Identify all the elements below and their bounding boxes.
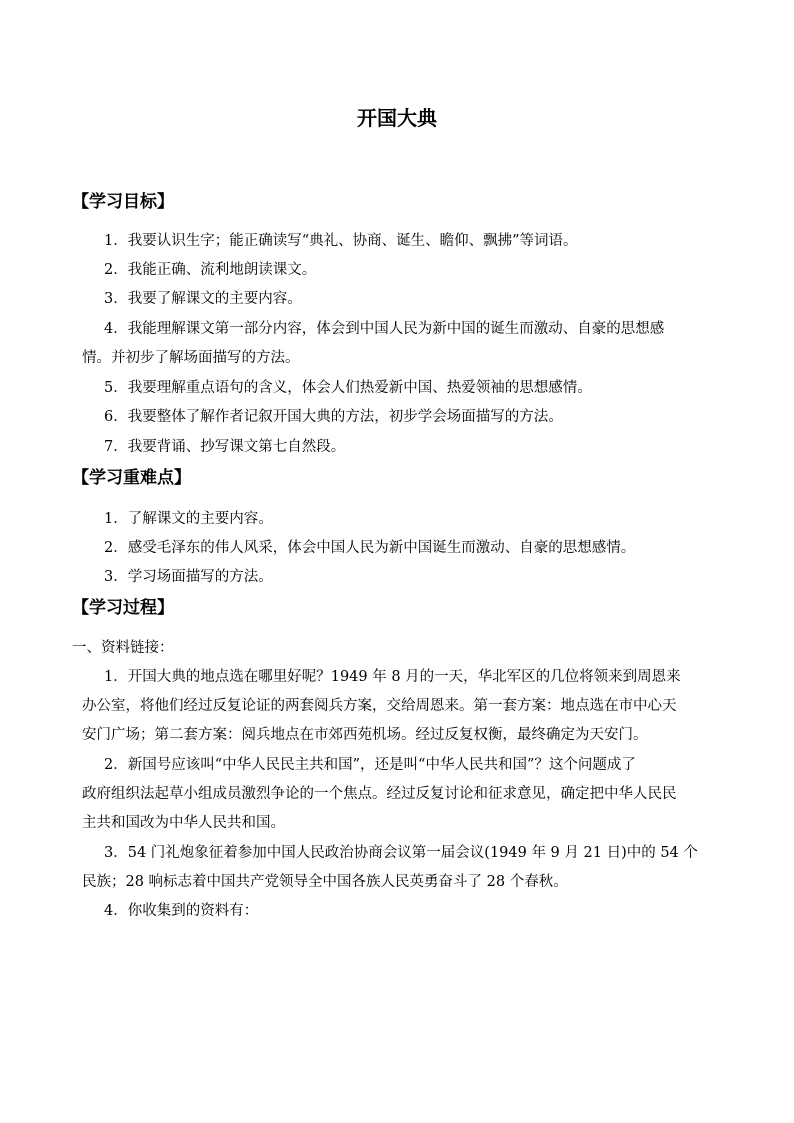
process-line: 安门广场；第二套方案：阅兵地点在市郊西苑机场。经过反复权衡，最终确定为天安门。 [82, 727, 648, 743]
section-heading-goals: 【学习目标】 [72, 192, 174, 212]
goal-line: 1．我要认识生字；能正确读写“典礼、协商、诞生、瞻仰、飘拂”等词语。 [104, 233, 578, 249]
goal-line: 6．我要整体了解作者记叙开国大典的方法，初步学会场面描写的方法。 [104, 409, 563, 425]
section-heading-focus: 【学习重难点】 [72, 468, 191, 488]
goal-line: 5．我要理解重点语句的含义，体会人们热爱新中国、热爱领袖的思想感情。 [104, 380, 592, 396]
focus-line: 2．感受毛泽东的伟人风采，体会中国人民为新中国诞生而激动、自豪的思想感情。 [104, 540, 636, 556]
process-line: 办公室，将他们经过反复论证的两套阅兵方案，交给周恩来。第一套方案：地点选在市中心天 [82, 698, 677, 714]
process-line: 4．你收集到的资料有： [104, 903, 259, 919]
process-line: 1．开国大典的地点选在哪里好呢？1949 年 8 月的一天，华北军区的几位将领来到周恩来 [104, 669, 681, 685]
page-title: 开国大典 [357, 106, 437, 130]
process-subheading: 一、资料链接： [72, 640, 174, 656]
focus-line: 1．了解课文的主要内容。 [104, 511, 273, 527]
focus-line: 3．学习场面描写的方法。 [104, 569, 273, 585]
process-line: 主共和国改为中华人民共和国。 [82, 815, 285, 831]
goal-line: 3．我要了解课文的主要内容。 [104, 291, 302, 307]
section-heading-process: 【学习过程】 [72, 598, 174, 618]
goal-line: 情。并初步了解场面描写的方法。 [82, 350, 300, 366]
process-line: 民族；28 响标志着中国共产党领导全中国各族人民英勇奋斗了 28 个春秋。 [82, 874, 568, 890]
process-line: 政府组织法起草小组成员激烈争论的一个焦点。经过反复讨论和征求意见，确定把中华人民民 [82, 786, 677, 802]
goal-line: 7．我要背诵、抄写课文第七自然段。 [104, 439, 346, 455]
process-line: 3．54 门礼炮象征着参加中国人民政治协商会议第一届会议(1949 年 9 月 21 日)中的 54 个 [104, 845, 698, 861]
process-line: 2．新国号应该叫“中华人民民主共和国”，还是叫“中华人民共和国”？这个问题成了 [104, 757, 636, 773]
goal-line: 4．我能理解课文第一部分内容，体会到中国人民为新中国的诞生而激动、自豪的思想感 [104, 321, 665, 337]
goal-line: 2．我能正确、流利地朗读课文。 [104, 262, 317, 278]
